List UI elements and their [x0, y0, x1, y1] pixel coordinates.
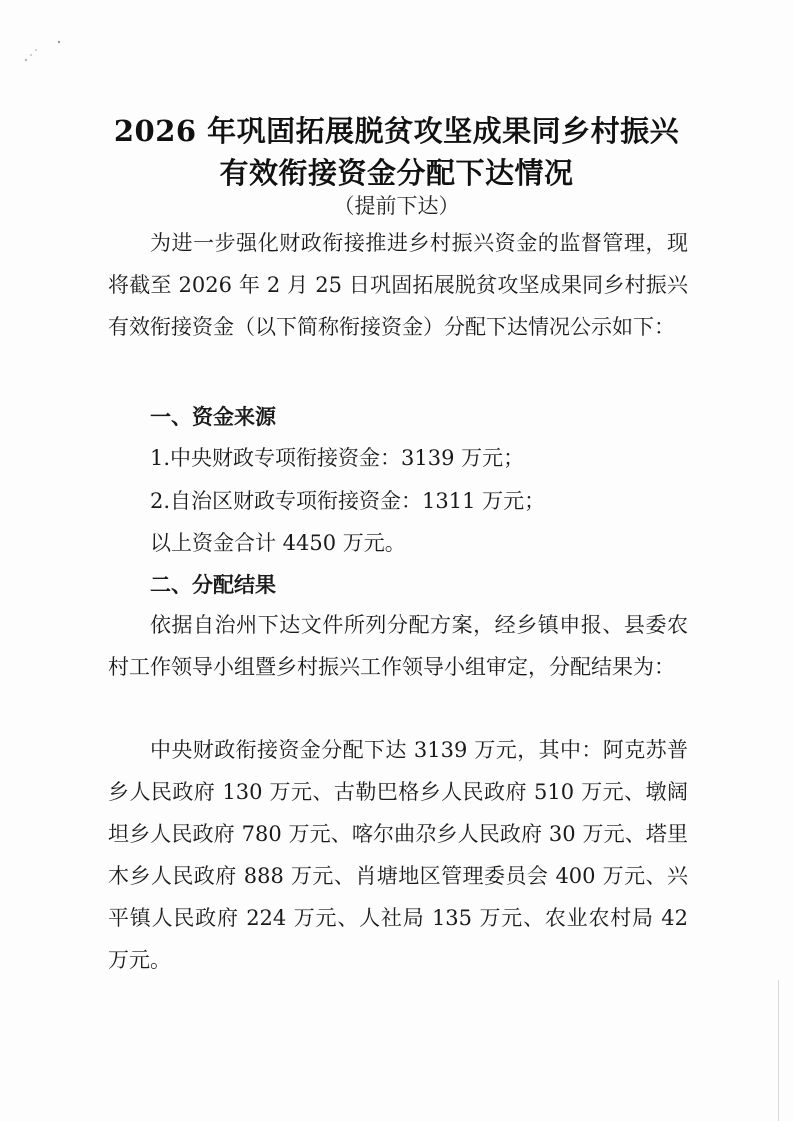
- section1-item2-block: [108, 480, 688, 522]
- section1-heading: 一、资金来源: [150, 405, 276, 429]
- section2-heading: 二、分配结果: [150, 573, 276, 597]
- fund-total: 以上资金合计 4450 万元。: [150, 531, 406, 555]
- central-fund-item: 1.中央财政专项衔接资金：3139 万元；: [150, 446, 525, 470]
- allocation-basis: 依据自治州下达文件所列分配方案，经乡镇申报、县委农村工作领导小组暨乡村振兴工作领导小组审定，分配结果为：: [108, 613, 688, 679]
- section1-heading-block: [108, 396, 688, 438]
- section2-result-block: [108, 729, 688, 981]
- scan-artifact-marks: [22, 38, 62, 68]
- document-title-line1: 2026 年巩固拓展脱贫攻坚成果同乡村振兴: [113, 114, 680, 148]
- section2-basis-block: [108, 604, 688, 688]
- region-fund-item: 2.自治区财政专项衔接资金：1311 万元；: [150, 489, 546, 513]
- section2-heading-block: [108, 564, 688, 606]
- intro-paragraph: [108, 222, 688, 348]
- intro-text: 为进一步强化财政衔接推进乡村振兴资金的监督管理，现将截至 2026 年 2 月 25 日巩固拓展脱贫攻坚成果同乡村振兴有效衔接资金（以下简称衔接资金）分配下达情况公示如下：: [108, 231, 688, 339]
- document-subtitle: （提前下达）: [333, 194, 460, 218]
- document-title-line2: 有效衔接资金分配下达情况: [219, 156, 574, 190]
- allocation-result: 中央财政衔接资金分配下达 3139 万元，其中：阿克苏普乡人民政府 130 万元、古勒巴格乡人民政府 510 万元、墩阔坦乡人民政府 780 万元、喀尔曲尕乡人民政府 30 万元、塔里木乡人民政府 888 万元、肖塘地区管理委员会 400 万元、兴平镇人民政府 224 万元、人社局 135 万元、农业农村局 42 万元。: [108, 738, 688, 972]
- section1-item1-block: [108, 437, 688, 479]
- scan-edge-line: [778, 980, 779, 1121]
- section1-total-block: [108, 522, 688, 564]
